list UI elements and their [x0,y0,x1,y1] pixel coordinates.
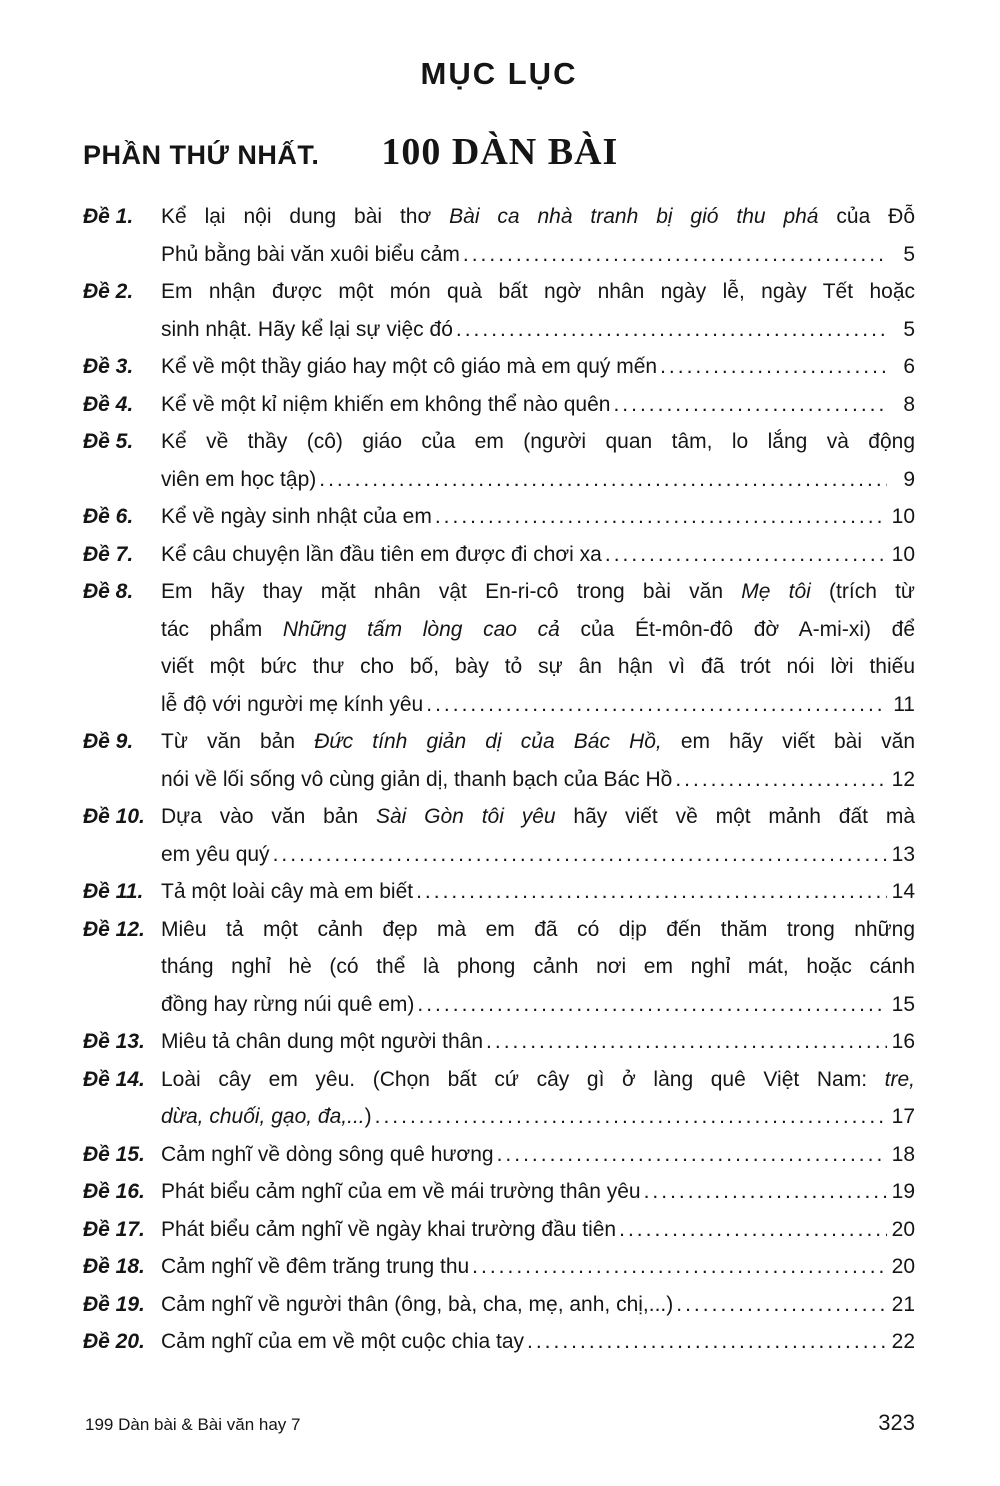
entry-page-number: 14 [891,880,915,903]
work-title-italic: Đức tính giản dị của Bác Hồ, [314,730,662,753]
entry-text: Kể lại nội dung bài thơ Bài ca nhà tranh bị gió thu phá của Đỗ [161,205,916,228]
entry-line [161,911,915,949]
entry-page-number: 16 [891,1030,915,1053]
entry-body [161,911,915,1024]
entry-label: Đề 8. [83,580,134,603]
toc-entry [83,911,915,1024]
entry-body [161,386,915,424]
dot-leader [613,386,887,424]
entry-line [161,798,915,836]
entry-label: Đề 9. [83,730,134,753]
entry-line [161,1136,915,1174]
toc-list [83,198,915,1361]
entry-line [161,423,915,461]
toc-entry [83,1286,915,1324]
dot-leader [416,873,887,911]
entry-text: tháng nghỉ hè (có thể là phong cảnh nơi em nghỉ mát, hoặc cánh [161,955,915,978]
entry-line [161,386,915,424]
entry-line [161,1248,915,1286]
entry-body [161,1136,915,1174]
entry-page-number: 15 [891,992,915,1016]
entry-text: dừa, chuối, gạo, đa,...) [161,1105,372,1128]
toc-entry [83,1061,915,1136]
entry-body [161,1061,915,1136]
entry-body [161,536,915,574]
toc-entry [83,873,915,911]
entry-body [161,1248,915,1286]
toc-entry [83,198,915,273]
toc-entry [83,536,915,574]
entry-text: Kể về ngày sinh nhật của em [161,505,432,528]
entry-text: Kể câu chuyện lần đầu tiên em được đi chơi xa [161,542,602,566]
entry-text: em yêu quý [161,842,270,866]
entry-page-number: 11 [893,692,915,716]
entry-line [161,873,915,911]
entry-text: Từ văn bản Đức tính giản dị của Bác Hồ, em hãy viết bài văn [161,730,915,753]
entry-text: đồng hay rừng núi quê em) [161,992,415,1016]
dot-leader [605,536,887,574]
entry-text: tác phẩm Những tấm lòng cao cả của Ét-môn-đô đờ A-mi-xi) để [161,617,916,641]
entry-page-number: 5 [903,317,915,341]
entry-label: Đề 13. [83,1030,145,1053]
entry-page-number: 5 [903,242,915,266]
entry-line [161,498,915,536]
dot-leader [417,986,887,1024]
entry-line [161,1173,915,1211]
entry-line [161,198,915,236]
entry-text: Em nhận được một món quà bất ngờ nhân ngày lễ, ngày Tết hoặc [161,280,915,303]
entry-text: Tả một loài cây mà em biết [161,880,414,903]
entry-text: Dựa vào văn bản Sài Gòn tôi yêu hãy viết về một mảnh đất mà [161,805,915,828]
entry-line [161,986,915,1024]
dot-leader [375,1098,887,1136]
entry-body [161,1173,915,1211]
entry-label: Đề 12. [83,917,145,941]
entry-text: Cảm nghĩ về dòng sông quê hương [161,1142,494,1166]
entry-line [161,573,915,611]
footer-page-number: 323 [878,1410,915,1435]
entry-label: Đề 19. [83,1292,145,1316]
entry-label: Đề 18. [83,1255,145,1278]
entry-line [161,1286,915,1324]
entry-text: Phủ bằng bài văn xuôi biểu cảm [161,242,460,266]
entry-text: viết một bức thư cho bố, bày tỏ sự ân hận vì đã trót nói lời thiếu [161,655,915,678]
toc-entry [83,423,915,498]
entry-text: Phát biểu cảm nghĩ về ngày khai trường đầu tiên [161,1217,617,1241]
entry-label: Đề 10. [83,805,145,828]
dot-leader [472,1248,887,1286]
work-title-italic: tre, [884,1067,915,1091]
entry-text: Miêu tả chân dung một người thân [161,1030,484,1053]
entry-label: Đề 20. [83,1330,145,1353]
toc-entry [83,573,915,723]
entry-label: Đề 1. [83,205,134,228]
entry-text: sinh nhật. Hãy kể lại sự việc đó [161,317,453,341]
work-title-italic: Sài Gòn tôi yêu [375,805,556,828]
entry-label: Đề 2. [83,280,134,303]
toc-entry [83,386,915,424]
dot-leader [497,1136,887,1174]
entry-line [161,611,915,649]
entry-text: nói về lối sống vô cùng giản dị, thanh bạch của Bác Hồ [161,767,673,791]
entry-page-number: 12 [891,767,915,791]
entry-page-number: 13 [891,842,915,866]
entry-body [161,198,915,273]
entry-text: Kể về thầy (cô) giáo của em (người quan tâm, lo lắng và động [161,430,915,453]
entry-body [161,423,915,498]
entry-line [161,723,915,761]
entry-body [161,798,915,873]
entry-body [161,348,915,386]
entry-page-number: 21 [891,1292,915,1316]
entry-body [161,273,915,348]
entry-page-number: 20 [891,1217,915,1241]
dot-leader [644,1173,887,1211]
entry-page-number: 18 [891,1142,915,1166]
dot-leader [426,686,887,724]
page-footer [85,1410,915,1436]
entry-line [161,348,915,386]
entry-line [161,948,915,986]
entry-text: viên em học tập) [161,467,317,491]
entry-page-number: 19 [891,1180,915,1203]
part-title: 100 DÀN BÀI [381,131,619,173]
entry-text: Loài cây em yêu. (Chọn bất cứ cây gì ở làng quê Việt Nam: tre, [161,1067,915,1091]
entry-page-number: 22 [891,1330,915,1353]
entry-text: Cảm nghĩ về đêm trăng trung thu [161,1255,470,1278]
entry-body [161,573,915,723]
toc-entry [83,1323,915,1361]
entry-line [161,1061,915,1099]
toc-entry [83,798,915,873]
entry-text: Cảm nghĩ của em về một cuộc chia tay [161,1330,524,1353]
toc-entry [83,1248,915,1286]
entry-body [161,1211,915,1249]
toc-entry [83,1211,915,1249]
entry-page-number: 10 [891,505,915,528]
dot-leader [486,1023,887,1061]
work-title-italic: Những tấm lòng cao cả [282,617,560,641]
entry-label: Đề 17. [83,1217,145,1241]
toc-entry [83,273,915,348]
entry-label: Đề 5. [83,430,134,453]
footer-book-title: 199 Dàn bài & Bài văn hay 7 [85,1415,301,1434]
entry-line [161,461,915,499]
entry-text: Miêu tả một cảnh đẹp mà em đã có dịp đến thăm trong những [161,917,915,941]
part-heading [83,130,915,174]
dot-leader [463,236,887,274]
dot-leader [676,1286,887,1324]
entry-text: lễ độ với người mẹ kính yêu [161,692,424,716]
entry-label: Đề 11. [83,880,144,903]
entry-label: Đề 4. [83,392,134,416]
entry-line [161,686,915,724]
dot-leader [319,461,887,499]
entry-page-number: 6 [903,355,915,378]
entry-line [161,1098,915,1136]
entry-text: Em hãy thay mặt nhân vật En-ri-cô trong bài văn Mẹ tôi (trích từ [161,580,915,603]
entry-label: Đề 16. [83,1180,145,1203]
toc-entry [83,348,915,386]
dot-leader [435,498,887,536]
toc-entry [83,1173,915,1211]
entry-body [161,1023,915,1061]
entry-page-number: 20 [891,1255,915,1278]
toc-entry [83,1023,915,1061]
entry-line [161,1023,915,1061]
entry-text: Phát biểu cảm nghĩ của em về mái trường thân yêu [161,1180,641,1203]
part-label: PHẦN THỨ NHẤT. [83,140,320,170]
entry-line [161,236,915,274]
toc-entry [83,1136,915,1174]
entry-page-number: 10 [891,542,915,566]
entry-page-number: 8 [903,392,915,416]
entry-page-number: 17 [891,1105,915,1128]
entry-label: Đề 14. [83,1067,145,1091]
work-title-italic: Mẹ tôi [741,580,811,603]
work-title-italic: Bài ca nhà tranh bị gió thu phá [449,205,819,228]
dot-leader [660,348,887,386]
entry-body [161,723,915,798]
dot-leader [273,836,887,874]
dot-leader [675,761,887,799]
entry-label: Đề 15. [83,1142,145,1166]
toc-entry [83,723,915,798]
entry-line [161,1211,915,1249]
entry-body [161,498,915,536]
entry-line [161,273,915,311]
entry-body [161,1286,915,1324]
entry-line [161,311,915,349]
entry-page-number: 9 [903,467,915,491]
entry-label: Đề 7. [83,542,134,566]
entry-label: Đề 6. [83,505,134,528]
entry-text: Kể về một thầy giáo hay một cô giáo mà em quý mến [161,355,658,378]
dot-leader [456,311,887,349]
entry-body [161,1323,915,1361]
entry-text: Cảm nghĩ về người thân (ông, bà, cha, mẹ, anh, chị,...) [161,1292,674,1316]
entry-text: Kể về một kỉ niệm khiến em không thể nào quên [161,392,611,416]
dot-leader [527,1323,887,1361]
entry-line [161,648,915,686]
entry-line [161,1323,915,1361]
entry-label: Đề 3. [83,355,134,378]
entry-line [161,836,915,874]
entry-line [161,761,915,799]
work-title-italic: dừa, chuối, gạo, đa,... [161,1105,365,1128]
entry-body [161,873,915,911]
toc-entry [83,498,915,536]
page-title: MỤC LỤC [420,56,578,91]
dot-leader [619,1211,887,1249]
entry-line [161,536,915,574]
